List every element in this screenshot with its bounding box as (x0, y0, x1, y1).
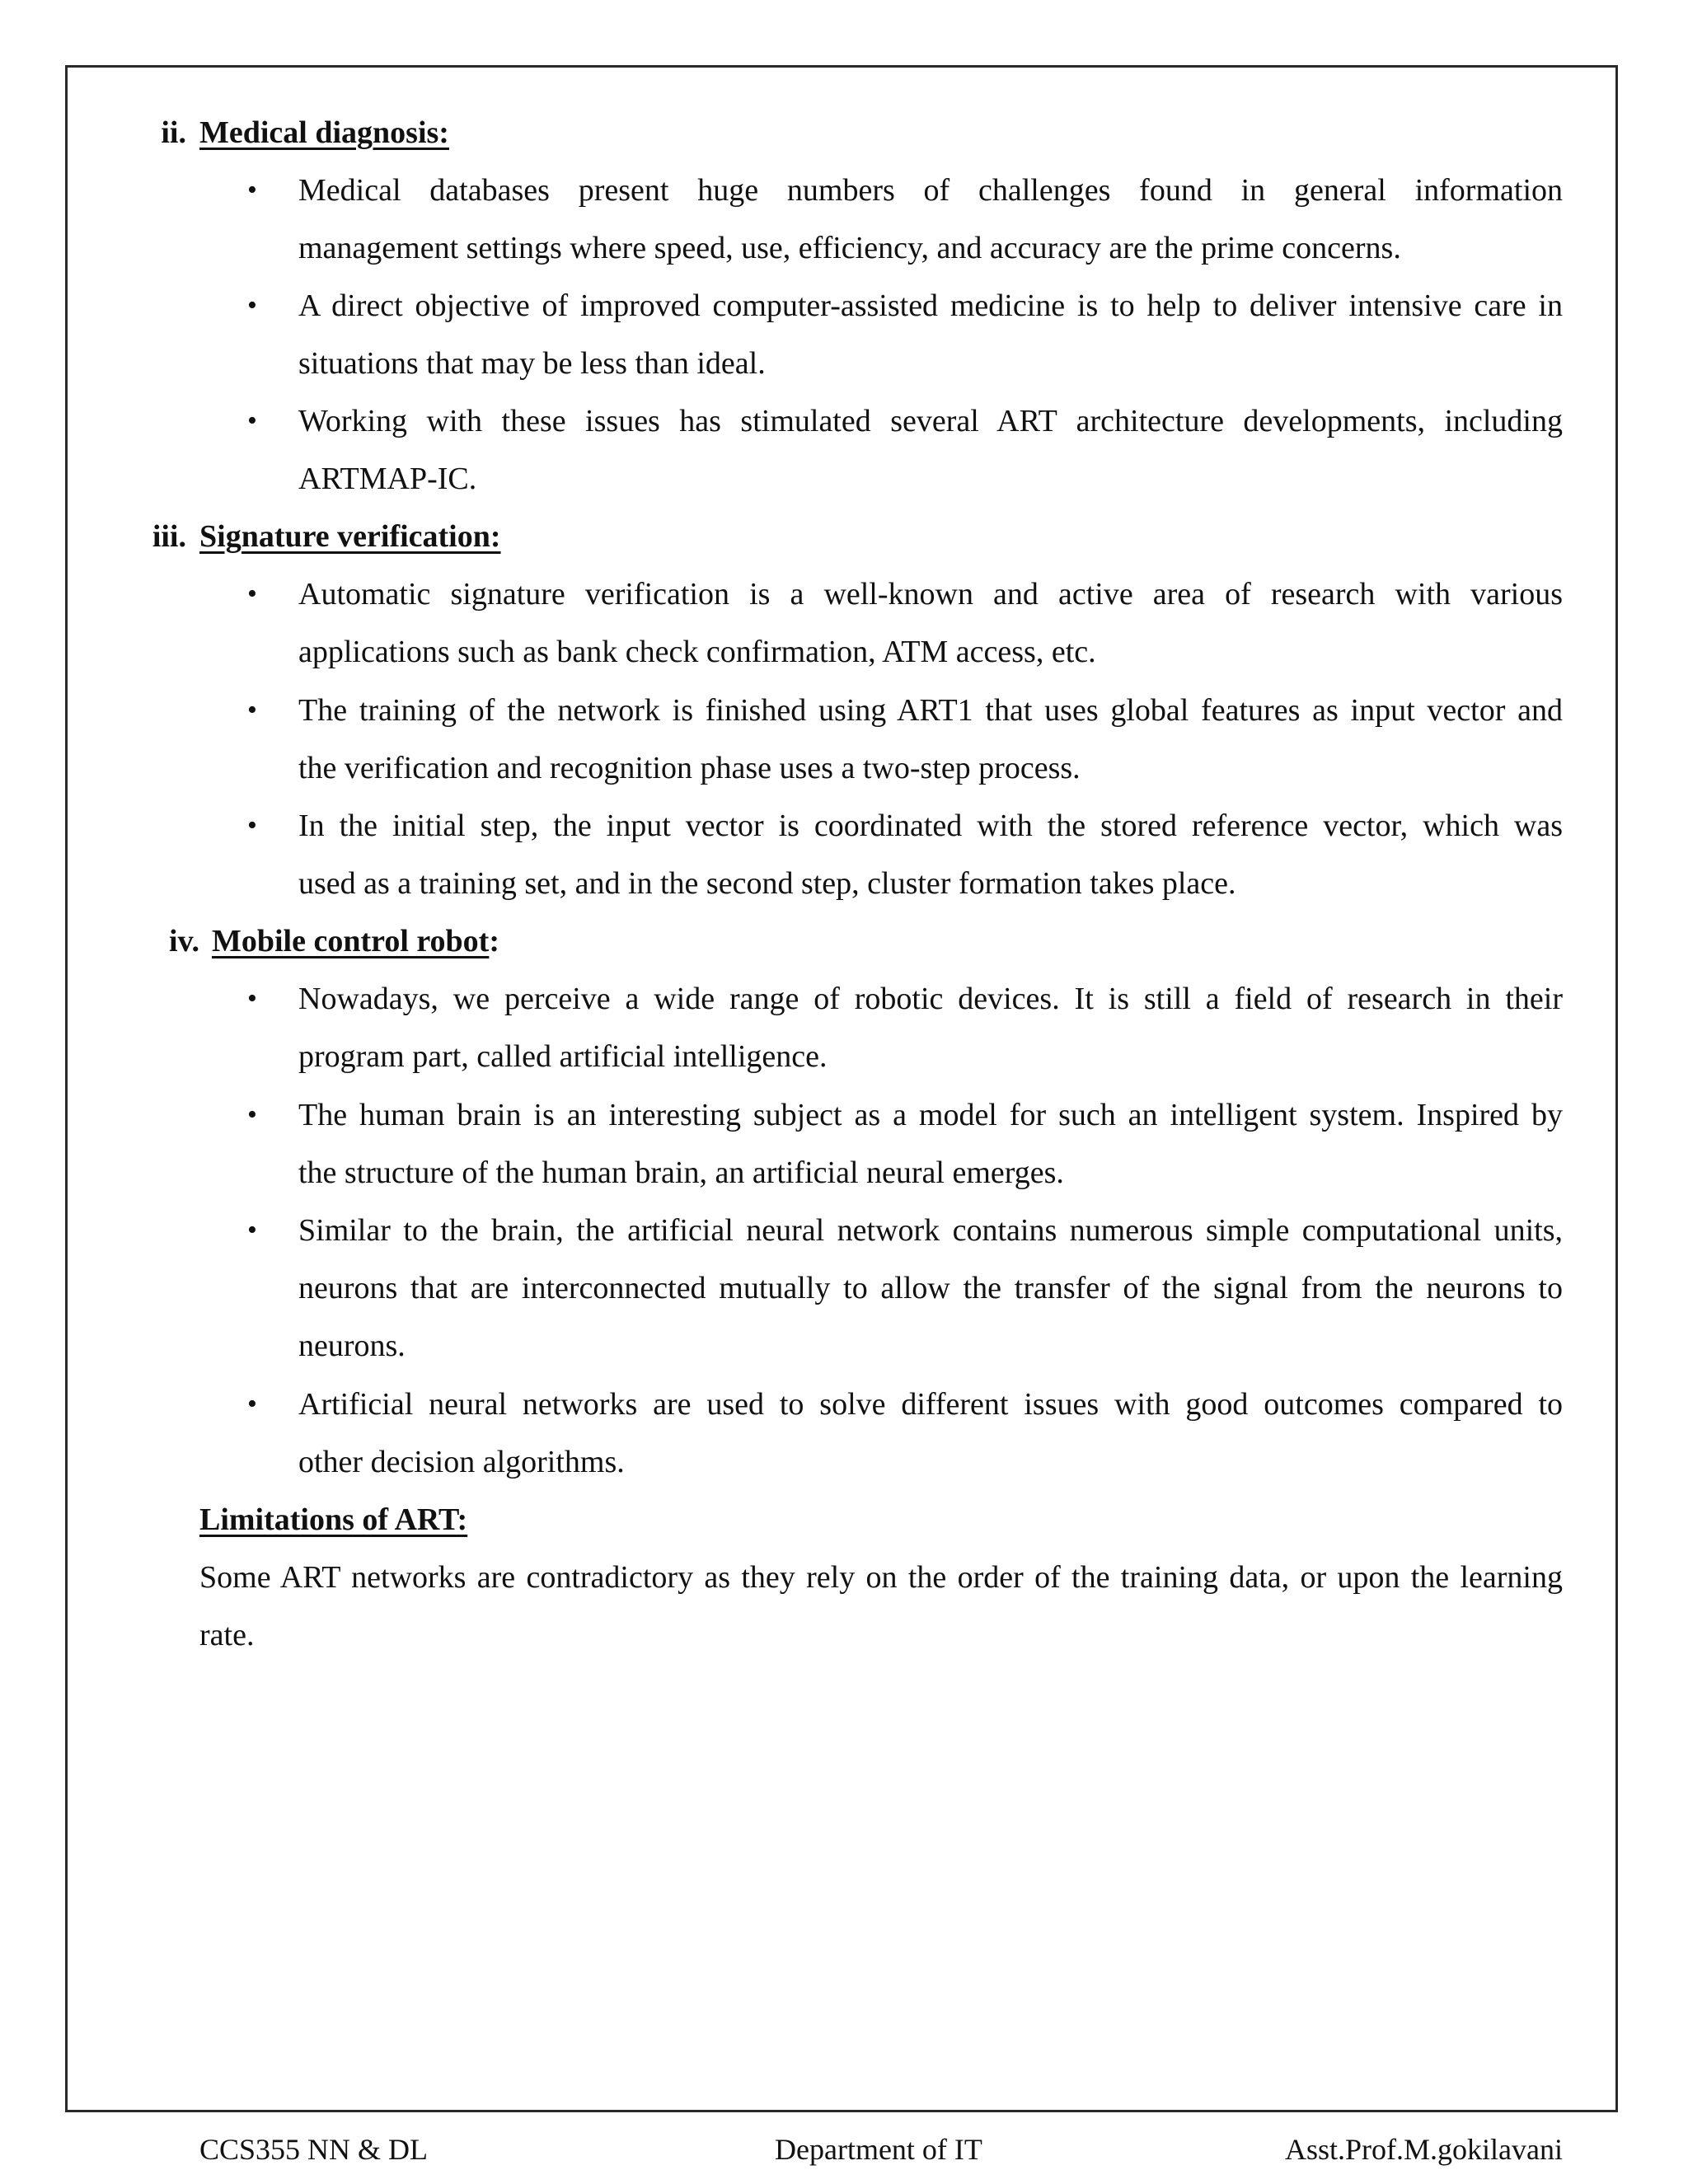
section-title-suffix: : (489, 924, 499, 958)
bullet-marker: • (247, 1099, 257, 1130)
bullet-line: The training of the network is finished using ART1 that uses global features as input vector and (298, 693, 1563, 728)
footer-department: Department of IT (775, 2133, 982, 2166)
bullet-marker: • (247, 1215, 257, 1245)
bullet-line: A direct objective of improved computer-assisted medicine is to help to deliver intensive care in (298, 288, 1563, 323)
bullet-line: other decision algorithms. (298, 1445, 625, 1479)
bullet-marker: • (247, 290, 257, 321)
section-number: iv. (169, 924, 199, 958)
section-number: iii. (152, 519, 186, 554)
bullet-line: The human brain is an interesting subject as a model for such an intelligent system. Inspired by (298, 1098, 1563, 1132)
bullet-line: ARTMAP-IC. (298, 462, 477, 496)
bullet-marker: • (247, 1389, 257, 1419)
bullet-marker: • (247, 695, 257, 725)
bullet-marker: • (247, 810, 257, 841)
bullet-line: used as a training set, and in the second step, cluster formation takes place. (298, 866, 1236, 901)
bullet-line: Artificial neural networks are used to solve different issues with good outcomes compared to (298, 1387, 1563, 1422)
bullet-line: neurons. (298, 1329, 406, 1363)
bullet-line: Medical databases present huge numbers of challenges found in general information (298, 173, 1563, 208)
bullet-line: situations that may be less than ideal. (298, 346, 766, 381)
bullet-line: Nowadays, we perceive a wide range of robotic devices. It is still a field of research in their (298, 982, 1563, 1016)
section-title: Mobile control robot (212, 924, 490, 958)
section-title: Signature verification: (199, 519, 501, 554)
limitations-text-line: Some ART networks are contradictory as they rely on the order of the training data, or upon the learning (199, 1560, 1563, 1595)
bullet-line: program part, called artificial intelligence. (298, 1039, 828, 1074)
bullet-line: management settings where speed, use, efficiency, and accuracy are the prime concerns. (298, 231, 1401, 265)
footer-author: Asst.Prof.M.gokilavani (1285, 2133, 1563, 2166)
bullet-marker: • (247, 175, 257, 205)
bullet-line: Similar to the brain, the artificial neural network contains numerous simple computational units, (298, 1213, 1563, 1248)
section-number: ii. (161, 115, 186, 150)
bullet-line: applications such as bank check confirmation, ATM access, etc. (298, 635, 1096, 669)
section-title-group (212, 912, 499, 970)
bullet-marker: • (247, 579, 257, 609)
bullet-line: the structure of the human brain, an artificial neural emerges. (298, 1155, 1064, 1190)
limitations-text-line: rate. (199, 1618, 255, 1652)
bullet-line: Working with these issues has stimulated several ART architecture developments, including (298, 404, 1563, 438)
bullet-marker: • (247, 983, 257, 1014)
bullet-line: In the initial step, the input vector is coordinated with the stored reference vector, which was (298, 808, 1563, 843)
limitations-title: Limitations of ART: (199, 1502, 468, 1537)
section-title: Medical diagnosis: (199, 115, 449, 150)
bullet-line: Automatic signature verification is a well-known and active area of research with various (298, 577, 1563, 612)
bullet-line: the verification and recognition phase uses a two-step process. (298, 751, 1081, 785)
bullet-line: neurons that are interconnected mutually to allow the transfer of the signal from the neurons to (298, 1271, 1563, 1305)
footer-course-code: CCS355 NN & DL (199, 2133, 429, 2166)
bullet-marker: • (247, 405, 257, 436)
